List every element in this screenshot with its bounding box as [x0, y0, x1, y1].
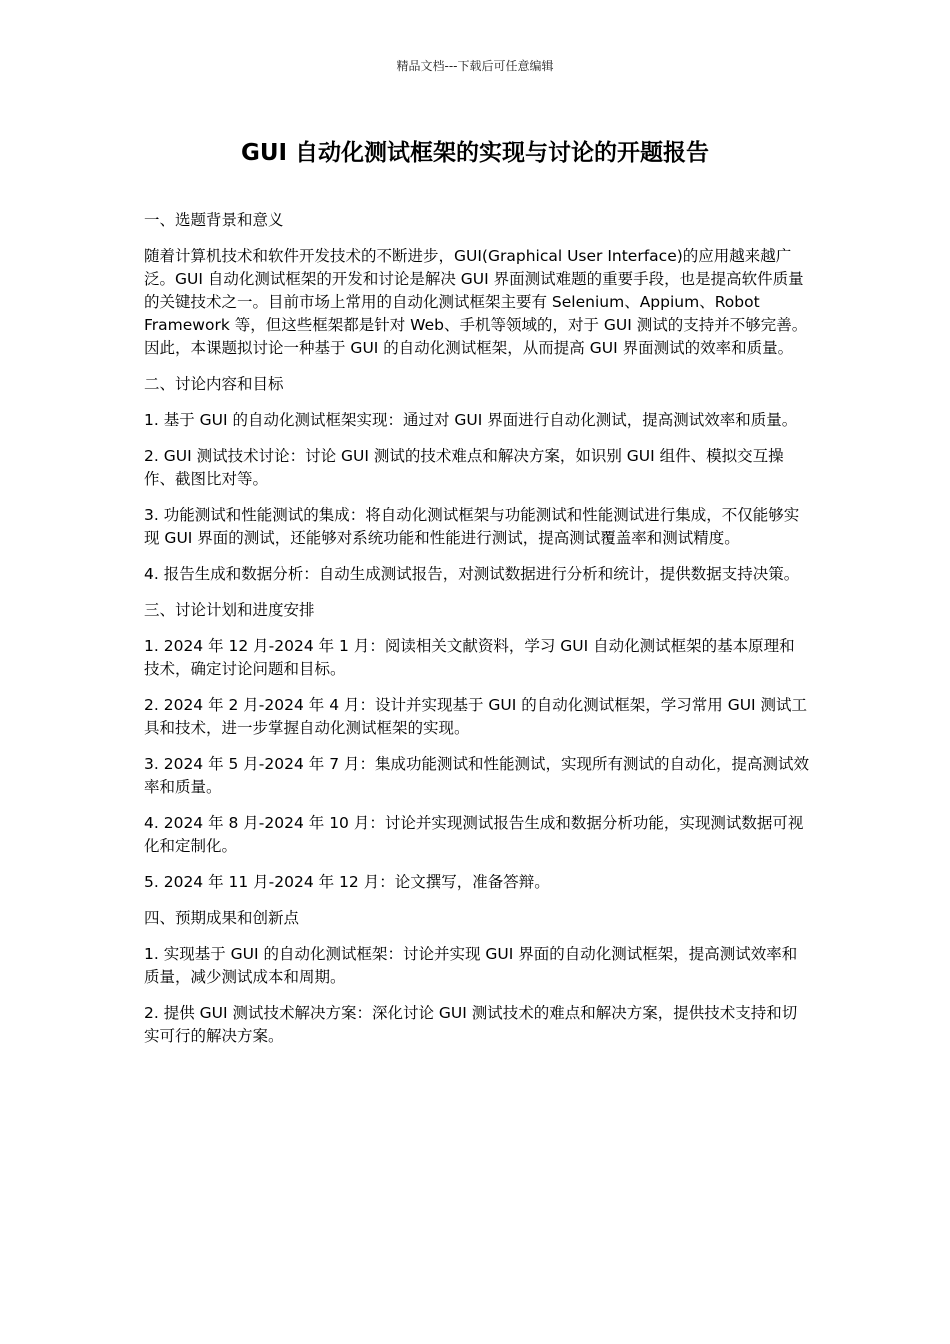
header-note: 精品文档---下载后可任意编辑	[396, 59, 554, 73]
section-schedule	[144, 599, 810, 894]
list-item: 1. 2024 年 12 月-2024 年 1 月：阅读相关文献资料，学习 GUI 自动化测试框架的基本原理和技术，确定讨论问题和目标。	[144, 637, 795, 678]
list-item: 2. GUI 测试技术讨论：讨论 GUI 测试的技术难点和解决方案，如识别 GUI 组件、模拟交互操作、截图比对等。	[144, 447, 784, 488]
paragraph: 随着计算机技术和软件开发技术的不断进步，GUI(Graphical User Interface)的应用越来越广泛。GUI 自动化测试框架的开发和讨论是解决 GUI 界面测试难题的重要手段，也是提高软件质量的关键技术之一。目前市场上常用的自动化测试框架主要有 Selenium、Appium、Robot Framework 等，但这些框架都是针对 Web、手机等领域的，对于 GUI 测试的支持并不够完善。因此，本课题拟讨论一种基于 GUI 的自动化测试框架，从而提高 GUI 界面测试的效率和质量。	[144, 247, 808, 357]
document-title: GUI 自动化测试框架的实现与讨论的开题报告	[240, 140, 710, 166]
section-background	[144, 209, 810, 360]
section-outcomes	[144, 907, 810, 1048]
list-item: 2. 提供 GUI 测试技术解决方案：深化讨论 GUI 测试技术的难点和解决方案，提供技术支持和切实可行的解决方案。	[144, 1004, 798, 1045]
list-item: 1. 基于 GUI 的自动化测试框架实现：通过对 GUI 界面进行自动化测试，提高测试效率和质量。	[144, 411, 798, 429]
list-item: 4. 报告生成和数据分析：自动生成测试报告，对测试数据进行分析和统计，提供数据支持决策。	[144, 565, 800, 583]
section-content-goals	[144, 373, 810, 586]
document-body	[144, 209, 810, 1061]
list-item: 3. 2024 年 5 月-2024 年 7 月：集成功能测试和性能测试，实现所有测试的自动化，提高测试效率和质量。	[144, 755, 809, 796]
list-item: 3. 功能测试和性能测试的集成：将自动化测试框架与功能测试和性能测试进行集成，不仅能够实现 GUI 界面的测试，还能够对系统功能和性能进行测试，提高测试覆盖率和测试精度。	[144, 506, 800, 547]
list-item: 1. 实现基于 GUI 的自动化测试框架：讨论并实现 GUI 界面的自动化测试框架，提高测试效率和质量，减少测试成本和周期。	[144, 945, 798, 986]
list-item: 4. 2024 年 8 月-2024 年 10 月：讨论并实现测试报告生成和数据分析功能，实现测试数据可视化和定制化。	[144, 814, 804, 855]
section-heading: 四、预期成果和创新点	[144, 909, 300, 927]
section-heading: 三、讨论计划和进度安排	[144, 601, 315, 619]
list-item: 2. 2024 年 2 月-2024 年 4 月：设计并实现基于 GUI 的自动化测试框架，学习常用 GUI 测试工具和技术，进一步掌握自动化测试框架的实现。	[144, 696, 808, 737]
section-heading: 一、选题背景和意义	[144, 211, 284, 229]
section-heading: 二、讨论内容和目标	[144, 375, 284, 393]
list-item: 5. 2024 年 11 月-2024 年 12 月：论文撰写，准备答辩。	[144, 873, 550, 891]
